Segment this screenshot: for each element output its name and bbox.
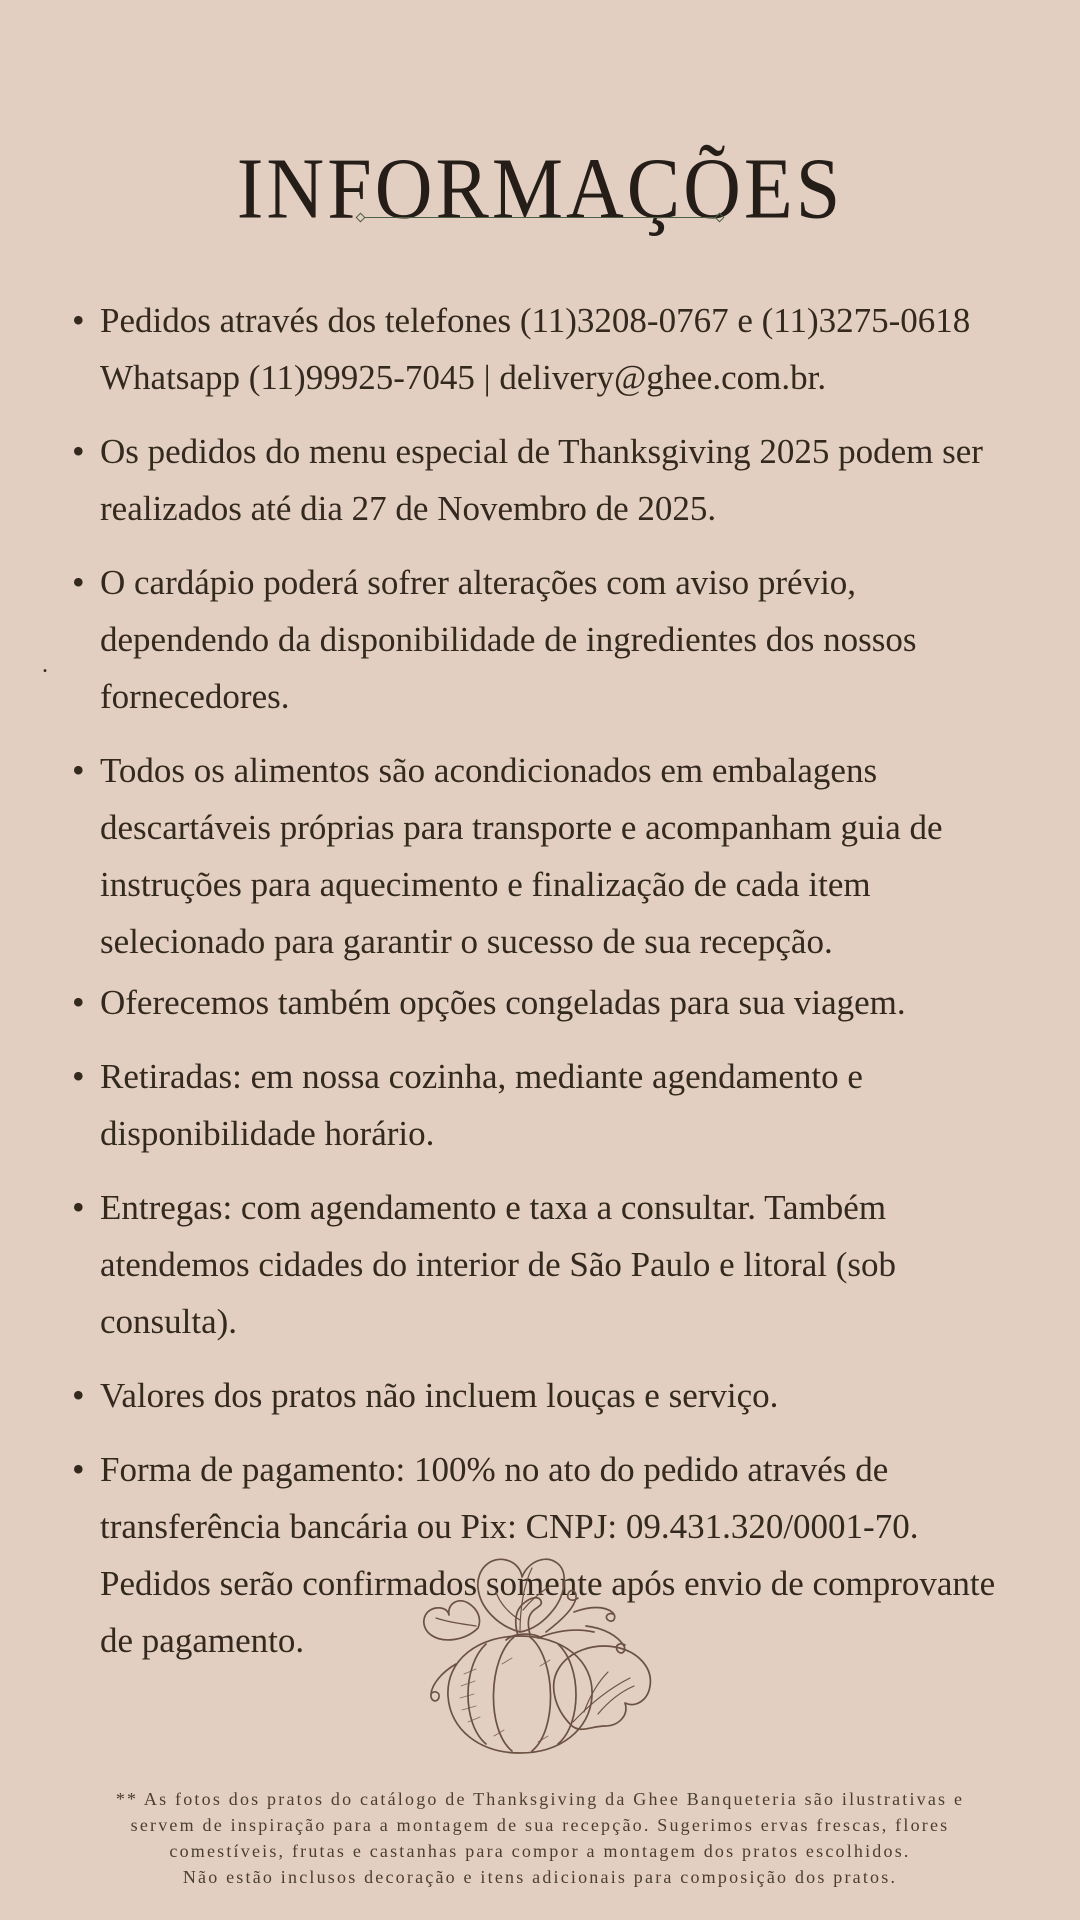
pumpkin-sketch-illustration [398, 1546, 683, 1776]
divider-rule [364, 217, 716, 218]
info-item-menu-changes: • O cardápio poderá sofrer alterações com aviso prévio, dependendo da disponibilidade de ingredientes dos nossos fornecedores. [62, 554, 1014, 725]
footer-note-line: servem de inspiração para a montagem de sua recepção. Sugerimos ervas frescas, flores [130, 1815, 950, 1835]
info-list [62, 292, 1014, 1686]
footer-note-line: Não estão inclusos decoração e itens adicionais para composição dos pratos. [182, 1867, 898, 1887]
info-item-contact: • Pedidos através dos telefones (11)3208-0767 e (11)3275-0618 Whatsapp (11)99925-7045 | delivery@ghee.com.br. [62, 292, 1014, 406]
info-item-delivery: • Entregas: com agendamento e taxa a consultar. Também atendemos cidades do interior de São Paulo e litoral (sob consulta). [62, 1179, 1014, 1350]
info-item-pricing: • Valores dos pratos não incluem louças e serviço. [62, 1367, 1014, 1424]
footer-note [0, 1786, 1080, 1890]
divider-diamond-left [356, 213, 366, 223]
divider-diamond-right [715, 213, 725, 223]
info-item-pickup: • Retiradas: em nossa cozinha, mediante agendamento e disponibilidade horário. [62, 1048, 1014, 1162]
info-item-frozen-options: • Oferecemos também opções congeladas para sua viagem. [62, 974, 1014, 1031]
pumpkin-icon [398, 1546, 683, 1776]
title-divider [357, 214, 723, 221]
info-item-packaging: • Todos os alimentos são acondicionados em embalagens descartáveis próprias para transporte e acompanham guia de instruções para aquecimento e finalização de cada item selecionado para garantir o sucesso de sua recepção. [62, 742, 1014, 970]
stray-period: . [42, 652, 48, 678]
page-title: INFORMAÇÕES [236, 141, 844, 237]
footer-note-line: comestíveis, frutas e castanhas para compor a montagem dos pratos escolhidos. [169, 1841, 911, 1861]
info-item-order-deadline: • Os pedidos do menu especial de Thanksgiving 2025 podem ser realizados até dia 27 de Novembro de 2025. [62, 423, 1014, 537]
info-item-payment: • Forma de pagamento: 100% no ato do pedido através de transferência bancária ou Pix: CNPJ: 09.431.320/0001-70. Pedidos serão confirmados somente após envio de comprovante de pagamento. [62, 1441, 1014, 1669]
footer-note-line: ** As fotos dos pratos do catálogo de Thanksgiving da Ghee Banqueteria são ilustrativas e [115, 1789, 965, 1809]
